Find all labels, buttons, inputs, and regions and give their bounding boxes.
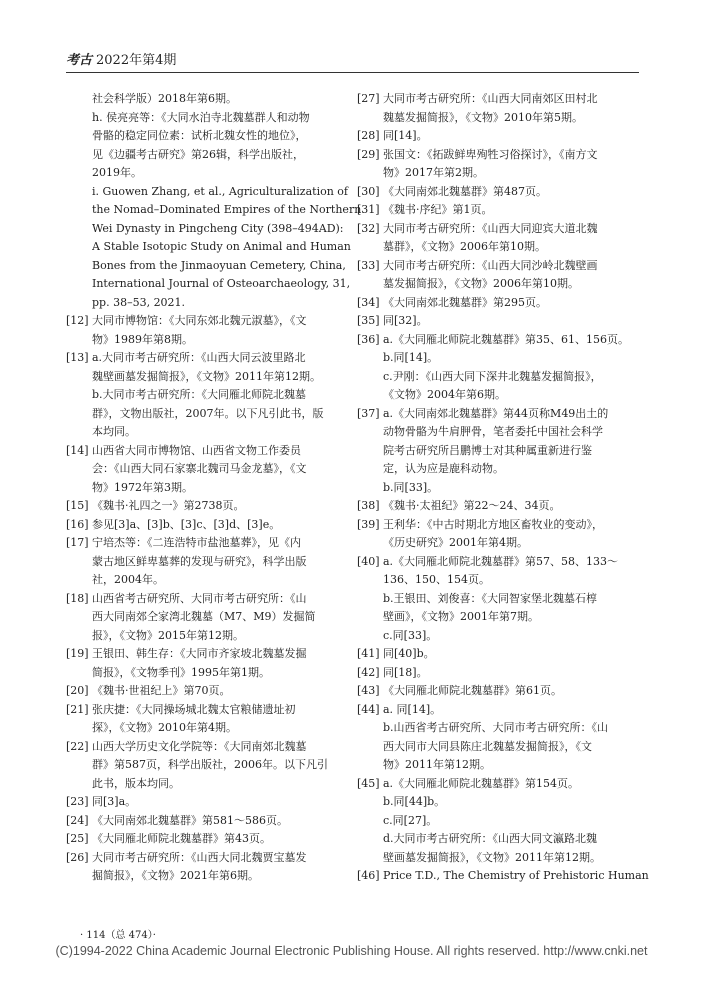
reference-line: Bones from the Jinmaoyuan Cemetery, China, — [92, 258, 346, 272]
reference-entry — [357, 775, 645, 868]
reference-number: [33] — [357, 258, 380, 272]
reference-number: [44] — [357, 702, 380, 716]
reference-number — [66, 183, 92, 313]
reference-entry — [357, 331, 645, 405]
reference-line: a.《大同雁北师院北魏墓群》第154页。 — [383, 776, 580, 790]
reference-number: [37] — [357, 406, 380, 420]
reference-number: [30] — [357, 184, 380, 198]
reference-line: b.大同市考古研究所：《大同雁北师院北魏墓 — [92, 388, 307, 401]
reference-text — [383, 312, 645, 331]
reference-number: [41] — [357, 647, 380, 660]
copyright-notice: (C)1994-2022 China Academic Journal Electronic Publishing House. All rights reserved. http://www.cnki.net — [55, 944, 648, 958]
reference-number: [18] — [66, 591, 89, 605]
reference-text — [92, 534, 352, 590]
reference-number: [23] — [66, 795, 89, 808]
reference-line: a. 同[14]。 — [383, 702, 442, 716]
reference-text — [383, 183, 645, 202]
page-number: · 114（总 474）· — [80, 930, 156, 941]
reference-entry — [357, 146, 645, 183]
reference-number: [43] — [357, 684, 380, 697]
reference-number: [39] — [357, 517, 380, 531]
reference-line: 《魏书·太祖纪》第22～24、34页。 — [383, 499, 561, 512]
reference-line: b.王银田、刘俊喜：《大同智家堡北魏墓石椁 — [383, 591, 598, 605]
reference-entry — [357, 201, 645, 220]
reference-line: 西大同市大同县陈庄北魏墓发掘简报》，《文 — [383, 739, 592, 753]
reference-line: International Journal of Osteoarchaeology, 31, — [92, 277, 351, 290]
reference-text — [92, 90, 352, 109]
reference-number: [17] — [66, 536, 89, 549]
reference-text — [383, 497, 645, 516]
reference-text — [383, 220, 645, 257]
reference-line: 此书，版本均同。 — [92, 776, 180, 790]
reference-text — [92, 109, 352, 183]
reference-text — [383, 775, 645, 868]
header-rule — [66, 72, 639, 73]
reference-text — [92, 849, 352, 886]
reference-line: 群》第587页，科学出版社，2006年。以下凡引 — [92, 758, 328, 771]
reference-line: 《魏书·世祖纪上》第70页。 — [92, 684, 231, 697]
reference-text — [92, 442, 352, 498]
reference-entry — [66, 442, 352, 498]
reference-text — [383, 127, 645, 146]
reference-text — [383, 867, 649, 886]
reference-entry — [357, 516, 645, 553]
reference-number: [25] — [66, 832, 89, 845]
reference-number: [24] — [66, 813, 89, 827]
reference-entry — [357, 183, 645, 202]
reference-line: 物》1989年第8期。 — [92, 332, 193, 346]
reference-entry — [66, 312, 352, 349]
reference-text — [383, 516, 645, 553]
reference-text — [383, 645, 645, 664]
reference-number: [40] — [357, 554, 380, 568]
reference-entry — [357, 312, 645, 331]
reference-text — [92, 682, 352, 701]
reference-entry — [66, 645, 352, 682]
reference-number: [31] — [357, 203, 380, 216]
reference-text — [383, 553, 645, 646]
reference-entry — [66, 701, 352, 738]
reference-line: c.同[27]。 — [383, 813, 438, 827]
reference-line: 骨骼的稳定同位素：试析北魏女性的地位》， — [92, 129, 307, 142]
reference-line: 壁画墓发掘简报》，《文物》2011年第12期。 — [383, 850, 601, 864]
reference-line: h. 侯亮亮等：《大同水泊寺北魏墓群人和动物 — [92, 110, 310, 124]
reference-line: 西大同南郊仝家湾北魏墓（M7、M9）发掘简 — [92, 610, 316, 623]
reference-number: [12] — [66, 314, 89, 327]
reference-text — [92, 830, 352, 849]
reference-number: [14] — [66, 443, 89, 457]
reference-entry — [357, 553, 645, 646]
reference-line: b.同[44]b。 — [383, 795, 446, 808]
reference-line: 王利华：《中古时期北方地区畜牧业的变动》， — [383, 517, 603, 531]
reference-entry — [357, 127, 645, 146]
reference-line: 张庆捷：《大同操场城北魏太官粮储遗址初 — [92, 702, 296, 716]
reference-line: c.尹刚：《山西大同下深井北魏墓发掘简报》， — [383, 369, 602, 383]
reference-line: 同[18]。 — [383, 665, 428, 679]
reference-entry — [66, 738, 352, 794]
reference-line: 宁培杰等：《二连浩特市盐池墓葬》，见《内 — [92, 536, 301, 549]
reference-line: 山西大学历史文化学院等：《大同南郊北魏墓 — [92, 739, 307, 753]
reference-line: 探》，《文物》2010年第4期。 — [92, 721, 237, 734]
reference-entry — [66, 497, 352, 516]
reference-line: 参见[3]a、[3]b、[3]c、[3]d、[3]e。 — [92, 517, 281, 531]
reference-entry — [66, 849, 352, 886]
reference-line: 报》，《文物》2015年第12期。 — [92, 628, 244, 642]
reference-number: [16] — [66, 517, 89, 531]
reference-line: A Stable Isotopic Study on Animal and Human — [92, 240, 351, 253]
reference-text — [383, 257, 645, 294]
reference-number: [21] — [66, 702, 89, 716]
reference-line: 《历史研究》2001年第4期。 — [383, 536, 528, 549]
reference-line: 同[32]。 — [383, 314, 428, 327]
reference-entry — [357, 682, 645, 701]
reference-line: 大同市考古研究所：《山西大同北魏贾宝墓发 — [92, 850, 307, 864]
reference-entry — [357, 294, 645, 313]
reference-entry — [357, 664, 645, 683]
reference-line: 《魏书·礼四之一》第2738页。 — [92, 499, 245, 512]
reference-line: pp. 38–53, 2021. — [92, 295, 186, 309]
reference-line: 同[3]a。 — [92, 795, 137, 808]
reference-line: 定，认为应是鹿科动物。 — [383, 462, 504, 475]
reference-number: [19] — [66, 647, 89, 660]
reference-text — [92, 812, 352, 831]
reference-line: 院考古研究所吕鹏博士对其种属重新进行鉴 — [383, 443, 592, 457]
reference-line: 大同市考古研究所：《山西大同迎宾大道北魏 — [383, 221, 598, 235]
reference-column-right — [357, 90, 649, 886]
reference-entry — [357, 701, 645, 775]
reference-line: 掘简报》，《文物》2021年第6期。 — [92, 869, 259, 882]
journal-logo: 考古 — [66, 53, 93, 68]
reference-line: 群》，文物出版社，2007年。以下凡引此书，版 — [92, 406, 324, 420]
reference-number — [66, 109, 92, 183]
reference-line: Price T.D., The Chemistry of Prehistoric Human — [383, 869, 649, 882]
reference-entry — [357, 90, 645, 127]
reference-text — [92, 590, 352, 646]
reference-text — [92, 793, 352, 812]
reference-line: 《大同南郊北魏墓群》第295页。 — [383, 295, 547, 309]
reference-line: 大同市博物馆：《大同东郊北魏元淑墓》，《文 — [92, 314, 307, 327]
reference-line: 同[40]b。 — [383, 647, 435, 660]
reference-text — [92, 497, 352, 516]
reference-text — [383, 201, 645, 220]
reference-number: [38] — [357, 499, 380, 512]
reference-line: a.《大同雁北师院北魏墓群》第35、61、156页。 — [383, 332, 630, 346]
reference-entry — [357, 220, 645, 257]
reference-text — [383, 701, 645, 775]
reference-line: 136、150、154页。 — [383, 573, 490, 586]
reference-line: 山西省大同市博物馆、山西省文物工作委员 — [92, 443, 301, 457]
reference-entry — [66, 590, 352, 646]
reference-text — [383, 294, 645, 313]
reference-line: 墓群》，《文物》2006年第10期。 — [383, 240, 546, 253]
reference-line: b.山西省考古研究所、大同市考古研究所：《山 — [383, 721, 609, 734]
reference-line: 会：《山西大同石家寨北魏司马金龙墓》，《文 — [92, 462, 307, 475]
reference-line: 同[14]。 — [383, 129, 428, 142]
reference-number: [13] — [66, 351, 89, 364]
reference-line: 动物骨骼为牛肩胛骨，笔者委托中国社会科学 — [383, 425, 603, 438]
reference-number: [26] — [66, 850, 89, 864]
reference-line: 《大同雁北师院北魏墓群》第43页。 — [92, 832, 271, 845]
reference-text — [383, 146, 645, 183]
reference-number: [45] — [357, 776, 380, 790]
reference-number: [34] — [357, 295, 380, 309]
reference-line: 社会科学版）2018年第6期。 — [92, 92, 237, 105]
reference-entry — [66, 830, 352, 849]
reference-entry — [66, 682, 352, 701]
reference-line: 蒙古地区鲜卑墓葬的发现与研究》，科学出版 — [92, 554, 307, 568]
reference-line: 壁画》，《文物》2001年第7期。 — [383, 610, 539, 623]
reference-number: [29] — [357, 147, 380, 161]
reference-entry — [66, 90, 352, 109]
reference-number: [27] — [357, 92, 380, 105]
reference-number: [20] — [66, 684, 89, 697]
reference-line: 魏壁画墓发掘简报》，《文物》2011年第12期。 — [92, 369, 321, 383]
reference-entry — [357, 867, 649, 886]
reference-line: i. Guowen Zhang, et al., Agriculturalization of — [92, 184, 348, 198]
reference-text — [383, 664, 645, 683]
reference-entry — [66, 516, 352, 535]
reference-line: b.同[33]。 — [383, 480, 439, 494]
reference-text — [383, 90, 645, 127]
reference-line: 物》2011年第12期。 — [383, 758, 491, 771]
reference-line: 《魏书·序纪》第1页。 — [383, 203, 493, 216]
reference-line: 社，2004年。 — [92, 573, 164, 586]
reference-text — [92, 516, 352, 535]
reference-line: 简报》，《文物季刊》1995年第1期。 — [92, 665, 270, 679]
reference-text — [383, 682, 645, 701]
reference-line: 见《边疆考古研究》第26辑，科学出版社， — [92, 147, 304, 161]
reference-line: 《大同南郊北魏墓群》第487页。 — [383, 184, 547, 198]
reference-line: Wei Dynasty in Pingcheng City (398–494AD): — [92, 221, 344, 235]
reference-entry — [66, 812, 352, 831]
reference-line: c.同[33]。 — [383, 628, 438, 642]
reference-entry — [66, 793, 352, 812]
reference-text — [383, 405, 645, 498]
reference-line: 物》1972年第3期。 — [92, 480, 193, 494]
reference-number: [46] — [357, 869, 380, 882]
reference-number: [28] — [357, 129, 380, 142]
reference-text — [92, 701, 352, 738]
reference-text — [92, 183, 361, 313]
reference-text — [92, 312, 352, 349]
reference-number: [32] — [357, 221, 380, 235]
reference-line: 本均同。 — [92, 425, 136, 438]
running-header — [66, 53, 176, 69]
reference-line: 《文物》2004年第6期。 — [383, 388, 506, 401]
reference-number: [36] — [357, 332, 380, 346]
reference-line: a.《大同南郊北魏墓群》第44页称M49出土的 — [383, 406, 609, 420]
reference-entry — [357, 405, 645, 498]
reference-line: the Nomad–Dominated Empires of the Northern — [92, 203, 362, 216]
reference-line: a.大同市考古研究所：《山西大同云波里路北 — [92, 351, 306, 364]
reference-column-left — [66, 90, 362, 886]
reference-number — [66, 90, 92, 109]
reference-number: [22] — [66, 739, 89, 753]
reference-line: 《大同雁北师院北魏墓群》第61页。 — [383, 684, 562, 697]
reference-text — [383, 331, 645, 405]
issue-label: 2022年第4期 — [96, 53, 177, 68]
reference-text — [92, 349, 352, 442]
reference-entry — [357, 257, 645, 294]
reference-line: 墓发掘简报》，《文物》2006年第10期。 — [383, 277, 579, 290]
reference-number: [42] — [357, 665, 380, 679]
reference-number: [15] — [66, 499, 89, 512]
reference-entry — [357, 497, 645, 516]
reference-line: 2019年。 — [92, 166, 142, 179]
reference-line: 物》2017年第2期。 — [383, 166, 484, 179]
reference-entry — [357, 645, 645, 664]
reference-line: 大同市考古研究所：《山西大同沙岭北魏壁画 — [383, 258, 598, 272]
reference-line: 《大同南郊北魏墓群》第581～586页。 — [92, 813, 288, 827]
reference-line: 魏墓发掘简报》，《文物》2010年第5期。 — [383, 110, 583, 124]
reference-line: b.同[14]。 — [383, 351, 439, 364]
reference-line: 山西省考古研究所、大同市考古研究所：《山 — [92, 591, 307, 605]
reference-text — [92, 738, 352, 794]
reference-line: 张国文：《拓跋鲜卑殉牲习俗探讨》，《南方文 — [383, 147, 598, 161]
reference-line: 王银田、韩生存：《大同市齐家坡北魏墓发掘 — [92, 647, 307, 660]
reference-entry — [66, 183, 362, 313]
reference-text — [92, 645, 352, 682]
reference-entry — [66, 534, 352, 590]
reference-line: d.大同市考古研究所：《山西大同文瀛路北魏 — [383, 832, 598, 845]
reference-entry — [66, 109, 352, 183]
reference-entry — [66, 349, 352, 442]
reference-line: a.《大同雁北师院北魏墓群》第57、58、133～ — [383, 554, 619, 568]
reference-number: [35] — [357, 314, 380, 327]
reference-line: 大同市考古研究所：《山西大同南郊区田村北 — [383, 92, 598, 105]
